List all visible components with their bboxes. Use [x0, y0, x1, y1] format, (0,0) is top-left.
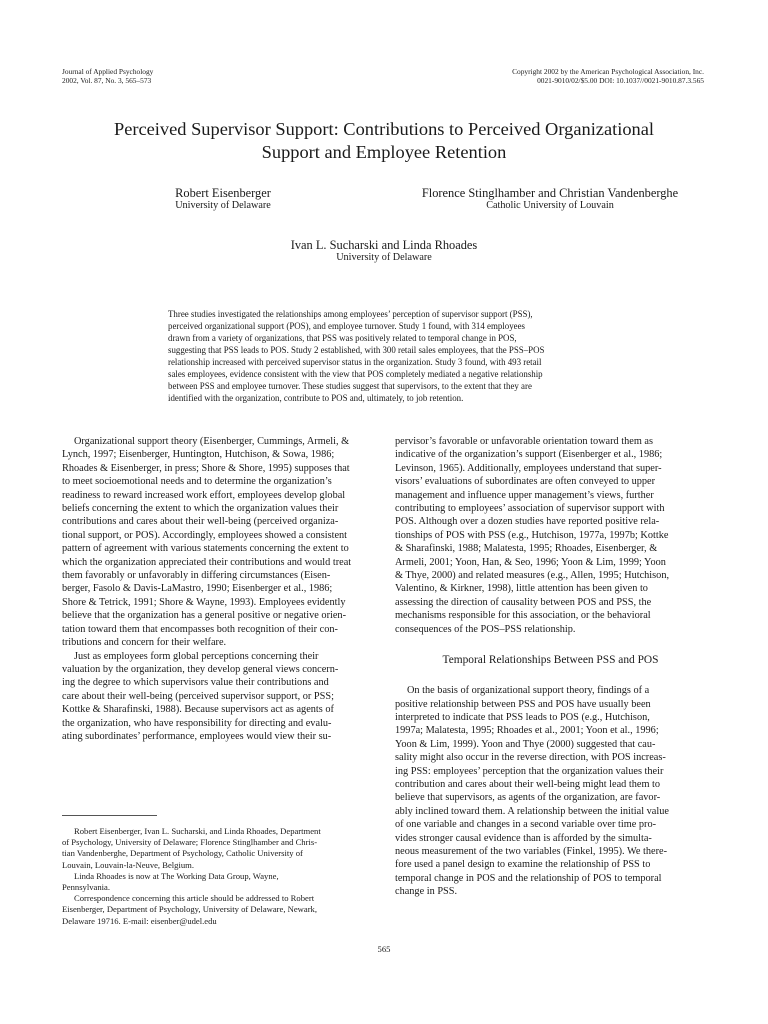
text-line: Journal of Applied Psychology — [62, 67, 154, 76]
text-line: suggesting that PSS leads to POS. Study 2 established, with 300 retail sales employees, that the PSS–POS — [168, 345, 545, 355]
text-line: Support and Employee Retention — [261, 142, 507, 162]
text-line: Organizational support theory (Eisenberger, Cummings, Armeli, & — [74, 436, 350, 447]
text-line: Robert Eisenberger, Ivan L. Sucharski, and Linda Rhoades, Department — [74, 826, 321, 836]
text-line: sality might also occur in the reverse direction, with POS increas- — [395, 752, 666, 764]
text-line: mechanisms responsible for this association, or the behavioral — [395, 610, 651, 622]
text-line: 1997a; Malatesta, 1995; Rhoades et al., 2001; Yoon et al., 1996; — [395, 725, 659, 737]
text-line: Pennsylvania. — [62, 882, 110, 893]
text-line: tation toward them that encompasses both recognition of their con- — [62, 623, 338, 635]
body-paragraph — [62, 650, 373, 744]
footnote-current-address — [62, 871, 373, 893]
author-block-1 — [128, 186, 318, 212]
text-line: which the organization appreciated their contributions and would treat — [62, 556, 352, 568]
page-number: 565 — [377, 944, 391, 954]
text-line: ating subordinates’ performance, employees would view their su- — [62, 730, 332, 742]
text-line: contributing to employees’ association of supervisor support with — [395, 503, 665, 515]
left-column — [62, 435, 373, 743]
text-line: perceived organizational support (POS), and employee turnover. Study 1 found, with 314 employees — [168, 321, 525, 331]
text-line: fore used a panel design to examine the relationship of PSS to — [395, 859, 651, 871]
text-line: Shore & Tetrick, 1991; Shore & Wayne, 1993). Employees evidently — [62, 596, 346, 608]
text-line: contribution and cares about their well-being might lead them to — [395, 778, 661, 790]
text-line: valuation by the organization, they develop general views concern- — [62, 663, 339, 675]
author-affiliation: Catholic University of Louvain — [486, 200, 614, 211]
text-line: readiness to reward increased work effort, employees develop global — [62, 489, 346, 501]
text-line: of one variable and changes in a second variable over time pro- — [395, 819, 657, 831]
footnotes — [62, 826, 373, 927]
author-affiliation: University of Delaware — [336, 252, 432, 263]
text-line: beliefs concerning the extent to which the organization values their — [62, 503, 339, 515]
author-block-3 — [214, 238, 554, 264]
body-paragraph — [395, 684, 706, 899]
body-paragraph — [62, 435, 373, 650]
text-line: Louvain, Louvain-la-Neuve, Belgium. — [62, 859, 194, 870]
text-line: Valentino, & Kirkner, 1998), little attention has been given to — [395, 583, 648, 595]
author-name: Robert Eisenberger — [175, 186, 271, 200]
abstract — [168, 308, 600, 404]
text-line: On the basis of organizational support theory, findings of a — [407, 685, 650, 697]
body-paragraph — [395, 435, 706, 636]
text-line: interpreted to indicate that PSS leads to POS (e.g., Hutchison, — [395, 711, 650, 723]
text-line: 2002, Vol. 87, No. 3, 565–573 — [62, 75, 152, 85]
text-line: of Psychology, University of Delaware; Florence Stinglhamber and Chris- — [62, 837, 318, 848]
text-line: positive relationship between PSS and POS have usually been — [395, 698, 651, 710]
copyright-info — [512, 68, 704, 85]
text-line: change in PSS. — [395, 886, 458, 898]
text-line: Delaware 19716. E-mail: eisenber@udel.edu — [62, 915, 217, 926]
text-line: assessing the direction of causality between POS and PSS, the — [395, 596, 652, 608]
text-line: neous measurement of the two variables (Finkel, 1995). We there- — [395, 845, 668, 857]
text-line: Armeli, 2001; Yoon, Han, & Seo, 1996; Yoon & Lim, 1999; Yoon — [395, 556, 666, 568]
text-line: believe that the organization has a general positive or negative orien- — [62, 610, 347, 622]
text-line: management and influence upper management’s views, further — [395, 489, 654, 501]
text-line: Perceived Supervisor Support: Contributions to Perceived Organizational — [113, 119, 655, 139]
footnote-correspondence — [62, 893, 373, 927]
text-line: tional support, or POS). Accordingly, employees showed a consistent — [62, 529, 348, 541]
text-line: ing PSS: employees’ perception that the organization values their — [395, 765, 664, 777]
text-line: them favorably or unfavorably in differing circumstances (Eisen- — [62, 570, 331, 582]
text-line: Copyright 2002 by the American Psychological Association, Inc. — [512, 67, 704, 76]
author-name: Ivan L. Sucharski and Linda Rhoades — [290, 238, 478, 252]
text-line: ing the degree to which supervisors value their contributions and — [62, 677, 329, 689]
footnote-affiliations — [62, 826, 373, 871]
footnote-rule — [62, 815, 157, 816]
text-line: Lynch, 1997; Eisenberger, Huntington, Hutchison, & Sowa, 1986; — [62, 449, 335, 461]
text-line: Linda Rhoades is now at The Working Data Group, Wayne, — [74, 870, 279, 881]
text-line: 0021-9010/02/$5.00 DOI: 10.1037//0021-9010.87.3.565 — [537, 75, 704, 85]
text-line: Levinson, 1965). Additionally, employees understand that super- — [395, 462, 662, 474]
section-heading: Temporal Relationships Between PSS and POS — [442, 654, 659, 667]
text-line: & Sharafinski, 1988; Malatesta, 1995; Rhoades, Eisenberger, & — [395, 543, 658, 555]
text-line: visors’ evaluations of subordinates are often conveyed to upper — [395, 476, 656, 488]
text-line: Just as employees form global perceptions concerning their — [74, 650, 319, 662]
author-block-2 — [385, 186, 715, 212]
text-line: berger, Fasolo & Davis-LaMastro, 1990; Eisenberger et al., 1986; — [62, 583, 333, 595]
text-line: & Thye, 2000) and related measures (e.g., Allen, 1995; Hutchison, — [395, 570, 670, 582]
text-line: identified with the organization, contribute to POS and, ultimately, to job retention. — [168, 393, 464, 403]
text-line: tian Vandenberghe, Department of Psychology, Catholic University of — [62, 848, 303, 859]
text-line: contributions and cares about their well-being (perceived organiza- — [62, 516, 339, 528]
text-line: tionships of POS with PSS (e.g., Hutchison, 1977a, 1997b; Kottke — [395, 529, 669, 541]
text-line: Three studies investigated the relationships among employees’ perception of supervisor support (PSS), — [168, 309, 533, 319]
author-name: Florence Stinglhamber and Christian Vandenberghe — [421, 186, 679, 200]
text-line: temporal change in POS and the relationship of POS to temporal — [395, 872, 662, 884]
text-line: the organization, who have responsibility for directing and evalu- — [62, 717, 332, 729]
text-line: POS. Although over a dozen studies have reported positive rela- — [395, 516, 660, 528]
text-line: Eisenberger, Department of Psychology, University of Delaware, Newark, — [62, 904, 318, 915]
text-line: Yoon & Lim, 1999). Yoon and Thye (2000) suggested that cau- — [395, 738, 656, 750]
text-line: Correspondence concerning this article should be addressed to Robert — [74, 893, 315, 904]
text-line: relationship increased with perceived supervisor status in the organization. Study 3 found, with 493 retail — [168, 357, 542, 367]
text-line: drawn from a variety of organizations, that PSS was positively related to temporal change in POS, — [168, 333, 517, 343]
author-affiliation: University of Delaware — [175, 200, 271, 211]
text-line: consequences of the POS–PSS relationship. — [395, 623, 576, 635]
text-line: believe that supervisors, as agents of the organization, are favor- — [395, 792, 661, 804]
text-line: sales employees, evidence consistent with the view that POS completely mediated a negative relationship — [168, 369, 543, 379]
text-line: indicative of the organization’s support (Eisenberger et al., 1986; — [395, 449, 663, 461]
text-line: pattern of agreement with various statements concerning the extent to — [62, 543, 349, 555]
text-line: vides stronger causal evidence than is afforded by the simulta- — [395, 832, 652, 844]
text-line: care about their well-being (perceived supervisor support, or PSS; — [62, 690, 334, 702]
text-line: ably inclined toward them. A relationship between the initial value — [395, 805, 669, 817]
text-line: to meet socioemotional needs and to determine the organization’s — [62, 476, 332, 488]
text-line: pervisor’s favorable or unfavorable orientation toward them as — [395, 436, 654, 447]
text-line: Rhoades & Eisenberger, in press; Shore & Shore, 1995) supposes that — [62, 462, 350, 474]
text-line: between PSS and employee turnover. These studies suggest that supervisors, to the extent that they are — [168, 381, 532, 391]
text-line: Kottke & Sharafinski, 1988). Because supervisors act as agents of — [62, 704, 334, 716]
article-title — [40, 118, 728, 164]
right-column — [395, 435, 706, 899]
journal-info — [62, 68, 153, 85]
text-line: tributions and concern for their welfare. — [62, 637, 227, 649]
